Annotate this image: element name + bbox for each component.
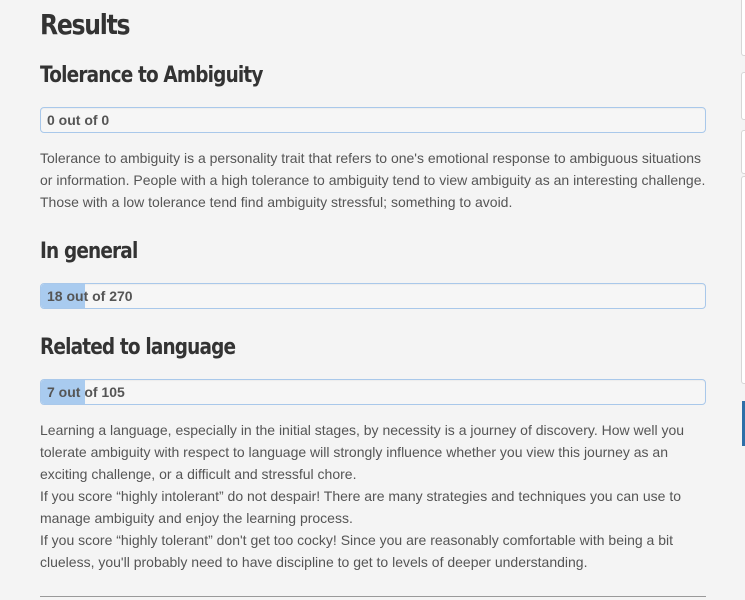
- description-language: [40, 419, 706, 573]
- progress-bar-language: [40, 379, 706, 405]
- progress-label-general: 18 out of 270: [47, 288, 133, 304]
- section-heading-language: Related to language: [40, 335, 236, 360]
- progress-label-language: 7 out of 105: [47, 384, 125, 400]
- side-panel-edge[interactable]: [741, 0, 745, 56]
- section-heading-tolerance: Tolerance to Ambiguity: [40, 63, 263, 88]
- progress-bar-tolerance: [40, 107, 706, 133]
- side-panel-edge[interactable]: [741, 130, 745, 174]
- description-tolerance: [40, 147, 706, 213]
- description-paragraph: If you score “highly intolerant” do not despair! There are many strategies and techniques you can use to manage ambiguity and enjoy the learning process.: [40, 488, 681, 526]
- progress-bar-general: [40, 283, 706, 309]
- side-panel-edge[interactable]: [741, 72, 745, 120]
- description-paragraph: Tolerance to ambiguity is a personality trait that refers to one's emotional response to ambiguous situations or information. People with a high tolerance to ambiguity tend to view ambiguity as an interesting challenge. Those with a low tolerance tend find ambiguity stressful; something to avoid.: [40, 150, 706, 210]
- side-panel-edge[interactable]: [741, 176, 745, 384]
- section-divider: [40, 596, 706, 597]
- description-paragraph: If you score “highly tolerant” don't get too cocky! Since you are reasonably comfortable with being a bit clueless, you'll probably need to have discipline to get to levels of deeper understanding.: [40, 532, 674, 570]
- description-paragraph: Learning a language, especially in the initial stages, by necessity is a journey of discovery. How well you tolerate ambiguity with respect to language will strongly influence whether you view this journey as an exciting challenge, or a difficult and stressful chore.: [40, 422, 685, 482]
- section-heading-general: In general: [40, 239, 138, 264]
- page-title: Results: [40, 8, 130, 41]
- progress-label-tolerance: 0 out of 0: [47, 112, 110, 128]
